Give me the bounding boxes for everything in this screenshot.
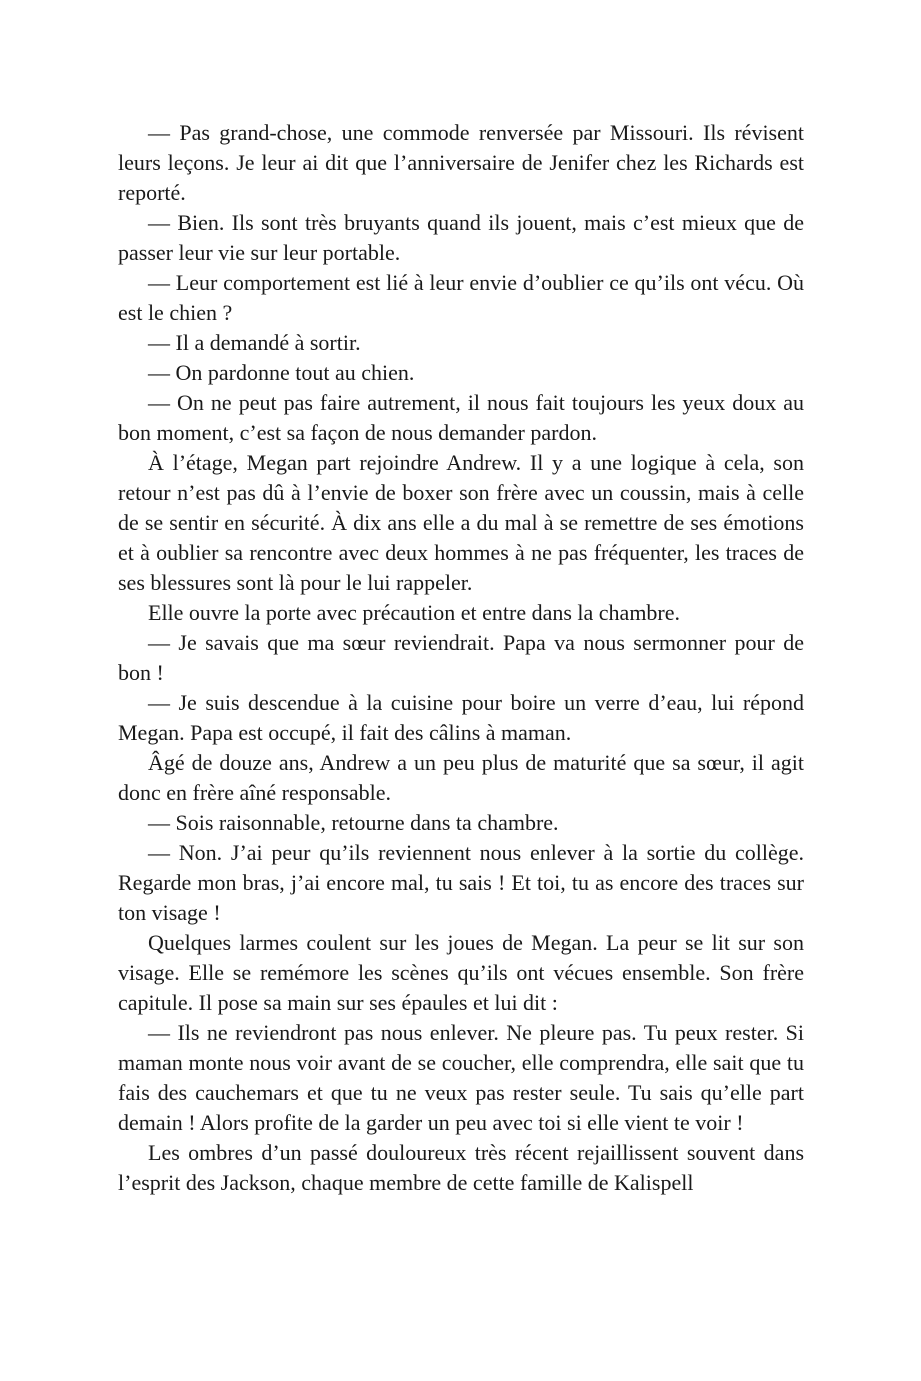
paragraph: — On ne peut pas faire autrement, il nous fait toujours les yeux doux au bon moment, c’est sa façon de nous demander pardon. [118, 390, 804, 445]
paragraph: Quelques larmes coulent sur les joues de Megan. La peur se lit sur son visage. Elle se remémore les scènes qu’ils ont vécues ensemble. Son frère capitule. Il pose sa main sur ses épaules et lui dit : [118, 930, 804, 1015]
paragraph: — Je savais que ma sœur reviendrait. Papa va nous sermonner pour de bon ! [118, 630, 804, 685]
paragraph: — On pardonne tout au chien. [148, 360, 415, 385]
paragraph: — Non. J’ai peur qu’ils reviennent nous enlever à la sortie du collège. Regarde mon bras, j’ai encore mal, tu sais ! Et toi, tu as encore des traces sur ton visage ! [118, 840, 804, 925]
paragraph: — Ils ne reviendront pas nous enlever. Ne pleure pas. Tu peux rester. Si maman monte nous voir avant de se coucher, elle comprendra, elle sait que tu fais des cauchemars et que tu ne veux pas rester seule. Tu sais qu’elle part demain ! Alors profite de la garder un peu avec toi si elle vient te voir ! [118, 1020, 804, 1135]
paragraph: — Il a demandé à sortir. [148, 330, 361, 355]
paragraph: — Pas grand-chose, une commode renversée par Missouri. Ils révisent leurs leçons. Je leur ai dit que l’anniversaire de Jenifer chez les Richards est reporté. [118, 120, 804, 205]
paragraph: — Je suis descendue à la cuisine pour boire un verre d’eau, lui répond Megan. Papa est occupé, il fait des câlins à maman. [118, 690, 804, 745]
paragraph: Âgé de douze ans, Andrew a un peu plus de maturité que sa sœur, il agit donc en frère aîné responsable. [118, 750, 804, 805]
paragraph: À l’étage, Megan part rejoindre Andrew. Il y a une logique à cela, son retour n’est pas dû à l’envie de boxer son frère avec un coussin, mais à celle de se sentir en sécurité. À dix ans elle a du mal à se remettre de ses émotions et à oublier sa rencontre avec deux hommes à ne pas fréquenter, les traces de ses blessures sont là pour le lui rappeler. [118, 450, 804, 595]
paragraph: Les ombres d’un passé douloureux très récent rejaillissent souvent dans l’esprit des Jackson, chaque membre de cette famille de Kalispell [118, 1140, 804, 1195]
paragraph: — Sois raisonnable, retourne dans ta chambre. [148, 810, 559, 835]
book-page-text [118, 118, 804, 1198]
paragraph: Elle ouvre la porte avec précaution et entre dans la chambre. [148, 600, 681, 625]
paragraph: — Bien. Ils sont très bruyants quand ils jouent, mais c’est mieux que de passer leur vie sur leur portable. [118, 210, 804, 265]
paragraph: — Leur comportement est lié à leur envie d’oublier ce qu’ils ont vécu. Où est le chien ? [118, 270, 804, 325]
